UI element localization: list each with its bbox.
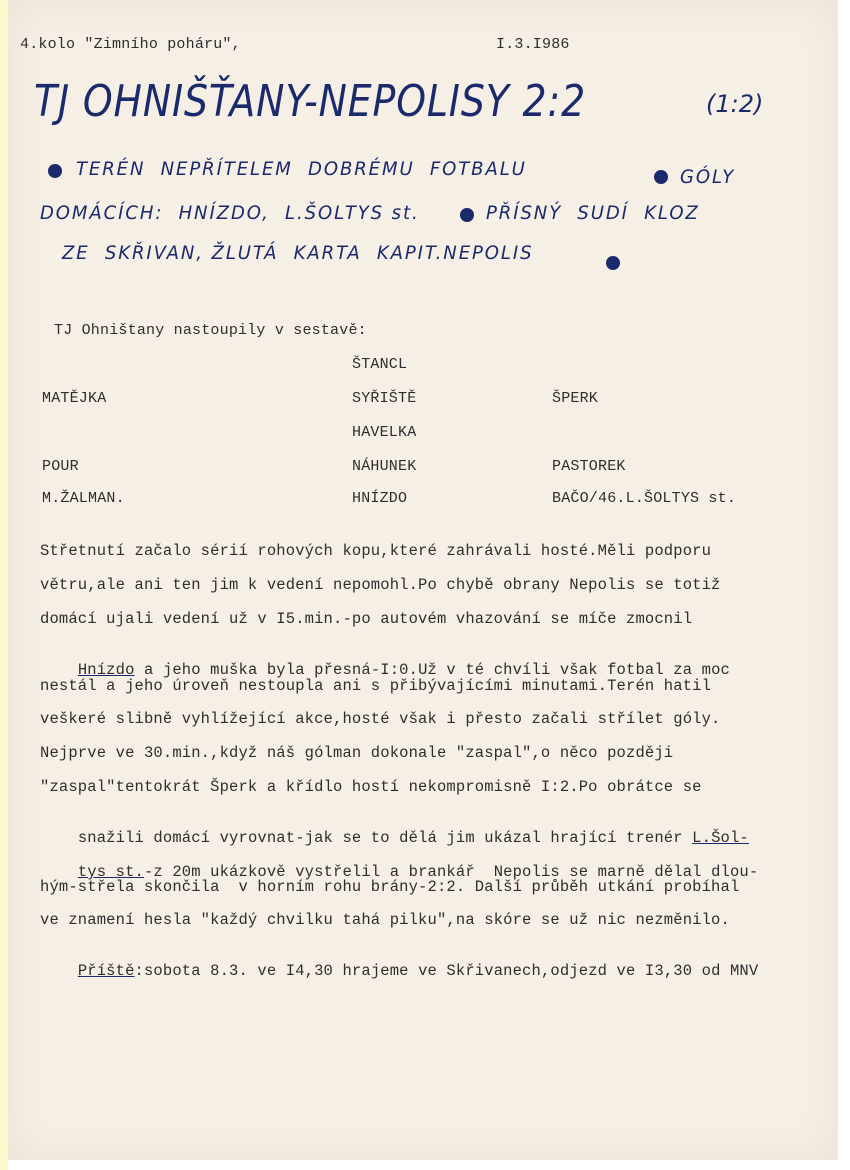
note-scorers: DOMÁCÍCH: HNÍZDO, L.ŠOLTYS st. bbox=[40, 202, 420, 224]
report-line-text: :sobota 8.3. ve I4,30 hrajeme ve Skřivanech,odjezd ve I3,30 od MNV bbox=[134, 962, 759, 980]
report-line: hým-střela skončila v horním rohu brány-2:2. Další průběh utkání probíhal bbox=[40, 878, 740, 896]
lineup-fwd-center: HNÍZDO bbox=[352, 490, 408, 507]
note-yellow-card: ZE SKŘIVAN, ŽLUTÁ KARTA KAPIT.NEPOLIS bbox=[62, 242, 534, 264]
lineup-defender-right: ŠPERK bbox=[552, 390, 599, 407]
lineup-defender-left: MATĚJKA bbox=[42, 390, 107, 407]
lineup-fwd-left: M.ŽALMAN. bbox=[42, 490, 125, 507]
round-label: 4.kolo "Zimního poháru", bbox=[20, 36, 241, 53]
report-line: Nejprve ve 30.min.,když náš gólman dokonale "zaspal",o něco později bbox=[40, 744, 674, 762]
lineup-defender-center: SYŘIŠTĚ bbox=[352, 390, 417, 407]
note-referee: PŘÍSNÝ SUDÍ KLOZ bbox=[486, 202, 700, 224]
report-line-text: a jeho muška byla přesná-I:0.Už v té chvíli však fotbal za moc bbox=[143, 661, 730, 679]
lineup-mid-right: PASTOREK bbox=[552, 458, 626, 475]
lineup-fwd-right: BAČO/46.L.ŠOLTYS st. bbox=[552, 490, 737, 507]
report-line: větru,ale ani ten jim k vedení nepomohl.Po chybě obrany Nepolis se totiž bbox=[40, 576, 721, 594]
report-line bbox=[40, 944, 758, 998]
report-line: ve znamení hesla "každý chvilku tahá pilku",na skóre se už nic nezměnilo. bbox=[40, 911, 730, 929]
report-line: nestál a jeho úroveň nestoupla ani s přibývajícími minutami.Terén hatil bbox=[40, 677, 712, 695]
headline-teams-score: TJ OHNIŠŤANY-NEPOLISY 2:2 bbox=[34, 76, 587, 127]
headline-halftime: (1:2) bbox=[706, 90, 764, 118]
report-line-text: snažili domácí vyrovnat-jak se to dělá jim ukázal hrající trenér bbox=[77, 829, 683, 847]
report-line: domácí ujali vedení už v I5.min.-po autovém vhazování se míče zmocnil bbox=[40, 610, 693, 628]
next-match-label: Příště bbox=[77, 962, 135, 980]
lineup-mid-left: POUR bbox=[42, 458, 79, 475]
lineup-goalkeeper: ŠTANCL bbox=[352, 356, 408, 373]
scorer-name-underlined: Hnízdo bbox=[77, 661, 135, 679]
bullet-icon bbox=[606, 256, 620, 270]
scan-edge-strip bbox=[0, 0, 8, 1170]
lineup-mid-center: NÁHUNEK bbox=[352, 458, 417, 475]
report-line: "zaspal"tentokrát Šperk a křídlo hostí nekompromisně I:2.Po obrátce se bbox=[40, 778, 702, 796]
note-goals-label: GÓLY bbox=[680, 166, 736, 188]
lineup-intro: TJ Ohništany nastoupily v sestavě: bbox=[54, 322, 367, 339]
coach-name-underlined: L.Šol- bbox=[692, 829, 749, 847]
bullet-icon bbox=[48, 164, 62, 178]
report-line-text: -z 20m ukázkově vystřelil a brankář Nepolis se marně dělal dlou- bbox=[143, 863, 759, 881]
report-line: veškeré slibně vyhlížející akce,hosté však i přesto začali střílet góly. bbox=[40, 710, 721, 728]
bullet-icon bbox=[460, 208, 474, 222]
bullet-icon bbox=[654, 170, 668, 184]
coach-name-underlined: tys st. bbox=[77, 863, 144, 881]
match-date: I.3.I986 bbox=[496, 36, 570, 53]
document-page bbox=[8, 0, 838, 1160]
report-line: Střetnutí začalo sérií rohových kopu,které zahrávali hosté.Měli podporu bbox=[40, 542, 712, 560]
note-terrain: TERÉN NEPŘÍTELEM DOBRÉMU FOTBALU bbox=[76, 158, 527, 180]
lineup-libero: HAVELKA bbox=[352, 424, 417, 441]
